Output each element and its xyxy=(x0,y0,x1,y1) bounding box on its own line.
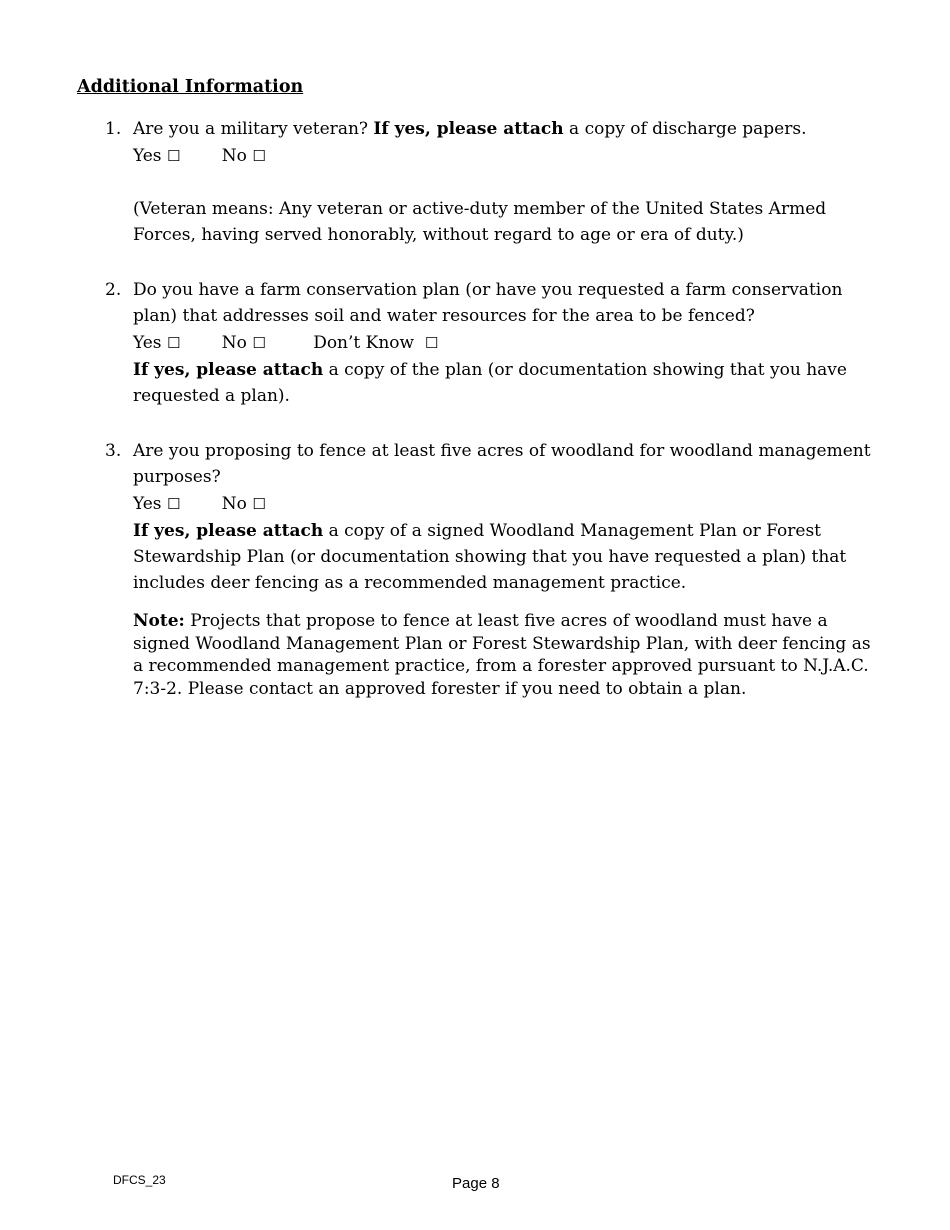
question-2-attach xyxy=(133,357,885,409)
q3-yes-label: Yes xyxy=(133,494,162,514)
question-1-text xyxy=(133,116,885,142)
note-label: Note: xyxy=(133,611,185,631)
q2-dont-know-checkbox[interactable]: ☐ xyxy=(424,334,439,352)
question-2 xyxy=(105,277,885,409)
q2-dont-know-label: Don’t Know xyxy=(313,333,415,353)
form-code: DFCS_23 xyxy=(113,1173,166,1187)
question-2-number: 2. xyxy=(105,280,122,300)
question-1 xyxy=(105,116,885,248)
question-2-attach-detail: a copy of the plan (or documentation showing that you have requested a plan). xyxy=(133,360,847,406)
q3-no-label: No xyxy=(221,494,247,514)
q1-yes-label: Yes xyxy=(133,146,162,166)
question-2-text: Do you have a farm conservation plan (or have you requested a farm conservation plan) that addresses soil and water resources for the area to be fenced? xyxy=(133,280,843,326)
question-1-prompt: Are you a military veteran? xyxy=(133,119,369,139)
q1-no-checkbox[interactable]: ☐ xyxy=(252,147,266,165)
q1-yes-checkbox[interactable]: ☐ xyxy=(166,147,181,165)
section-heading: Additional Information xyxy=(77,77,304,97)
veteran-definition: (Veteran means: Any veteran or active-duty member of the United States Armed Forces, having served honorably, without regard to age or era of duty.) xyxy=(133,199,827,245)
question-1-attach-detail: a copy of discharge papers. xyxy=(563,119,807,139)
question-1-attach-instruction: If yes, please attach xyxy=(373,119,564,139)
q2-no-label: No xyxy=(221,333,247,353)
question-3-options xyxy=(133,490,885,518)
question-2-options xyxy=(133,329,885,357)
note-text: Projects that propose to fence at least five acres of woodland must have a signed Woodland Management Plan or Forest Stewardship Plan, with deer fencing as a recommended management practice, from a forester approved pursuant to N.J.A.C. 7:3-2. Please contact an approved forester if you need to obtain a plan. xyxy=(133,611,871,699)
q3-yes-checkbox[interactable]: ☐ xyxy=(166,495,181,513)
question-3-attach-detail: a copy of a signed Woodland Management Plan or Forest Stewardship Plan (or documentation showing that you have requested a plan) that includes deer fencing as a recommended management practice. xyxy=(133,521,847,593)
woodland-note xyxy=(133,610,885,700)
q3-yes-option[interactable] xyxy=(133,490,180,518)
q3-no-checkbox[interactable]: ☐ xyxy=(252,495,266,513)
page-number: Page 8 xyxy=(452,1175,500,1192)
question-3-text: Are you proposing to fence at least five acres of woodland for woodland management purposes? xyxy=(133,441,871,487)
q1-no-option[interactable] xyxy=(222,142,266,170)
question-1-number: 1. xyxy=(105,119,122,139)
question-3-attach xyxy=(133,518,885,596)
q1-yes-option[interactable] xyxy=(133,142,180,170)
q2-yes-option[interactable] xyxy=(133,329,180,357)
q2-yes-label: Yes xyxy=(133,333,162,353)
q2-no-option[interactable] xyxy=(222,329,266,357)
question-2-attach-instruction: If yes, please attach xyxy=(133,360,324,380)
q2-dont-know-option[interactable] xyxy=(313,329,438,357)
question-3 xyxy=(105,438,885,700)
q1-no-label: No xyxy=(221,146,247,166)
q2-no-checkbox[interactable]: ☐ xyxy=(252,334,266,352)
q2-yes-checkbox[interactable]: ☐ xyxy=(166,334,181,352)
question-3-attach-instruction: If yes, please attach xyxy=(133,521,324,541)
question-3-number: 3. xyxy=(105,441,122,461)
q3-no-option[interactable] xyxy=(222,490,266,518)
question-1-options xyxy=(133,142,885,170)
